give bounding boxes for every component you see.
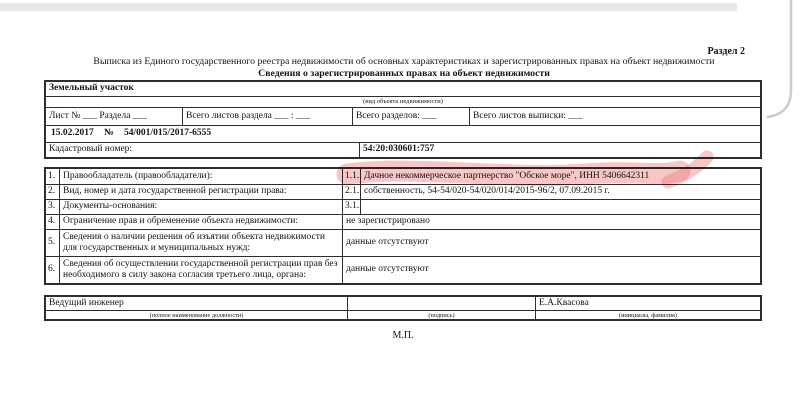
- row-subnumber-cell: 3.1.: [342, 200, 360, 214]
- document-body: [44, 80, 762, 342]
- total-extract-sheets-cell: Всего листов выписки: ___: [469, 108, 760, 125]
- object-type-hint: (вид объекта недвижимости): [363, 98, 443, 106]
- row-number-cell: 2.: [48, 186, 56, 197]
- table-row-2: [46, 184, 760, 199]
- row-label-cell: Документы-основания:: [59, 200, 342, 214]
- cadastral-value-cell: 54:20:030601:757: [359, 143, 760, 157]
- stamp-placeholder: М.П.: [392, 330, 414, 342]
- row-value-cell: не зарегистрировано: [342, 215, 760, 229]
- row-value-cell: данные отсутствуют: [342, 230, 760, 256]
- doc-title-line2: Сведения о зарегистрированных правах на объект недвижимости: [258, 68, 550, 79]
- name-hint: (инициалы, фамилия): [535, 311, 760, 319]
- signature-cell: [347, 297, 535, 310]
- table-row-3: [46, 199, 760, 214]
- cadastral-label-cell: Кадастровый номер:: [49, 144, 133, 155]
- row-subnumber-cell: 2.1.: [342, 185, 360, 199]
- row-subnumber-cell: 1.1.: [342, 169, 360, 184]
- table-row-5: [46, 229, 760, 256]
- total-sections-cell: Всего разделов: ___: [352, 108, 469, 125]
- object-type-cell: Земельный участок: [49, 83, 134, 94]
- row-label-cell: Правообладатель (правообладатели):: [59, 169, 342, 184]
- position-cell: Ведущий инженер: [49, 298, 124, 308]
- sheets-in-section-cell: Всего листов раздела ___ : ___: [182, 108, 352, 125]
- row-label-cell: Ограничение прав и обременение объекта недвижимости:: [59, 215, 342, 229]
- header-table: [44, 80, 762, 159]
- table-row-4: [46, 214, 760, 229]
- row-number-cell: 3.: [48, 201, 56, 212]
- rights-table: [44, 167, 762, 285]
- row-number-cell: 4.: [48, 216, 56, 227]
- row-number-cell: 6.: [48, 264, 56, 275]
- row-value-cell: данные отсутствуют: [342, 257, 760, 283]
- table-row-1: [46, 169, 760, 184]
- row-label-cell: Вид, номер и дата государственной регистрации права:: [59, 185, 342, 199]
- doc-title-line1: Выписка из Единого государственного реестра недвижимости об основных характеристиках и зарегистрированных правах на объект недвижимости: [93, 56, 715, 67]
- page-top-separator: [0, 3, 737, 11]
- row-value-cell: [360, 200, 760, 214]
- section-label: Раздел 2: [707, 46, 745, 57]
- row-label-cell: Сведения об осуществлении государственной регистрации прав без необходимого в силу закона согласия третьего лица, органа:: [59, 257, 342, 283]
- signature-table: [44, 295, 762, 321]
- date-number-cell: 15.02.2017 № 54/001/015/2017-6555: [51, 128, 212, 139]
- row-number-cell: 1.: [48, 170, 56, 181]
- sheet-number-cell: Лист № ___ Раздела ___: [49, 110, 148, 121]
- name-cell: Е.А.Квасова: [535, 297, 760, 310]
- row-value-cell: Дачное некоммерческое партнерство "Обское море", ИНН 5406642311: [360, 169, 760, 184]
- row-label-cell: Сведения о наличии решения об изъятии объекта недвижимости для государственных и муниципальных нужд:: [59, 230, 342, 256]
- position-hint: (полное наименование должности): [149, 311, 244, 319]
- table-row-6: [46, 256, 760, 283]
- signature-hint: (подпись): [347, 311, 535, 319]
- row-value-cell: собственность, 54-54/020-54/020/014/2015-96/2, 07.09.2015 г.: [360, 185, 760, 199]
- row-number-cell: 5.: [48, 237, 56, 248]
